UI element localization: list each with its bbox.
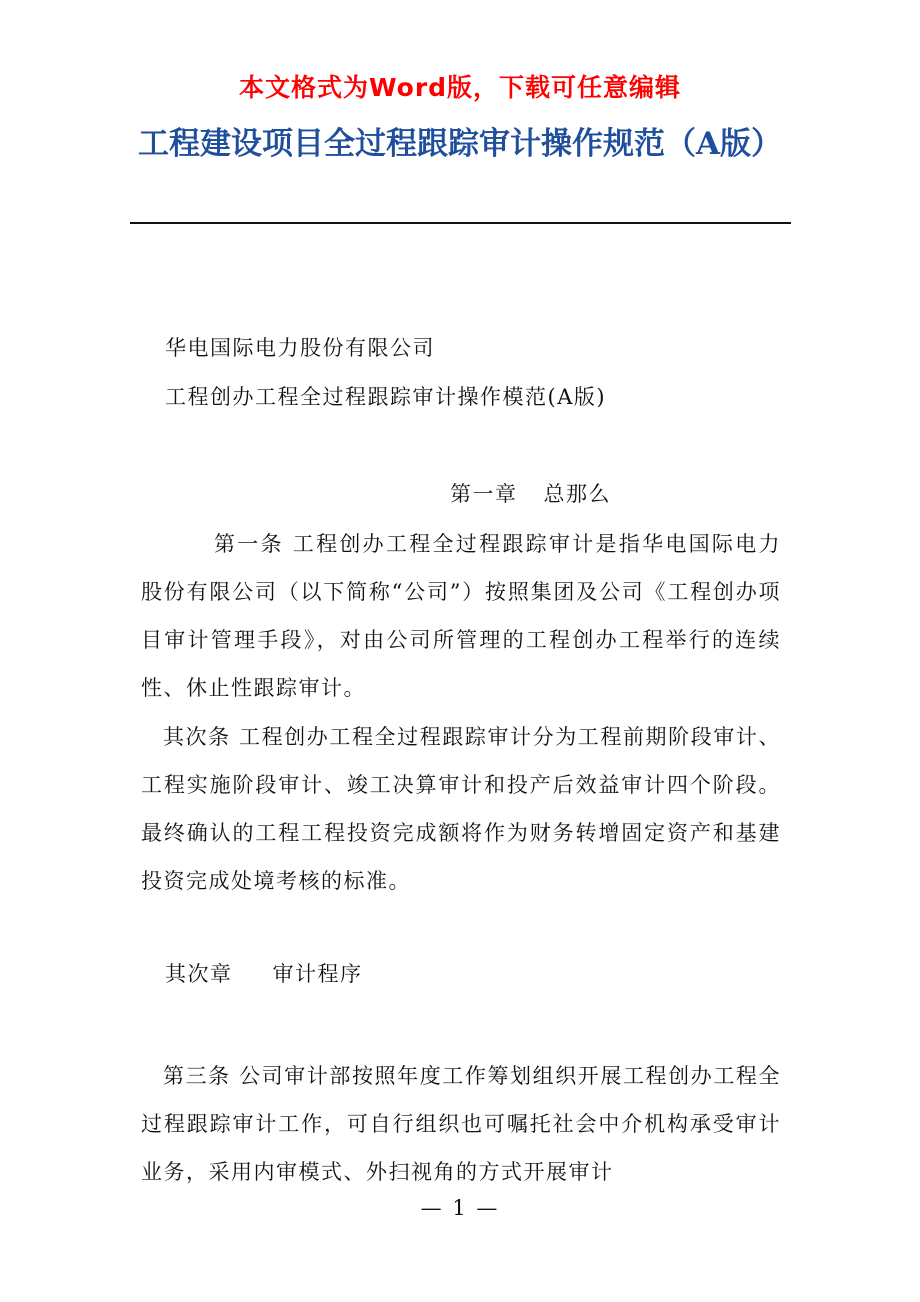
chapter-1-name: 总那么	[543, 482, 611, 506]
article-1: 第一条 工程创办工程全过程跟踪审计是指华电国际电力股份有限公司（以下简称“公司”）按照集团及公司《工程创办项 目审计管理手段》，对由公司所管理的工程创办工程举行的连续性、休止性跟踪审计。	[141, 532, 781, 700]
article-3: 第三条 公司审计部按照年度工作筹划组织开展工程创办工程全过程跟踪审计工作，可自行组织也可嘱托社会中介机构承受审计业务，采用内审模式、外扫视角的方式开展审计	[141, 1064, 781, 1184]
document-subtitle: 工程创办工程全过程跟踪审计操作模范(A版)	[165, 385, 607, 409]
document-title: 工程建设项目全过程跟踪审计操作规范（A版）	[137, 126, 783, 162]
chapter-2-heading	[0, 959, 920, 989]
title-divider	[130, 222, 791, 224]
chapter-1-number: 第一章	[450, 482, 518, 506]
chapter-2-number: 其次章	[165, 962, 233, 986]
company-name: 华电国际电力股份有限公司	[165, 336, 435, 360]
page-number: — 1 —	[420, 1196, 500, 1220]
chapter-2-name: 审计程序	[272, 962, 363, 986]
chapter-1-heading	[0, 479, 920, 509]
article-2: 其次条 工程创办工程全过程跟踪审计分为工程前期阶段审计、工程实施阶段审计、竣工决算审计和投产后效益审计四个阶段。最终确认的工程工程投资完成额将作为财务转增固定资产和基建投资完成处境考核的标准。	[141, 725, 781, 893]
word-format-banner: 本文格式为Word版，下载可任意编辑	[238, 73, 682, 102]
